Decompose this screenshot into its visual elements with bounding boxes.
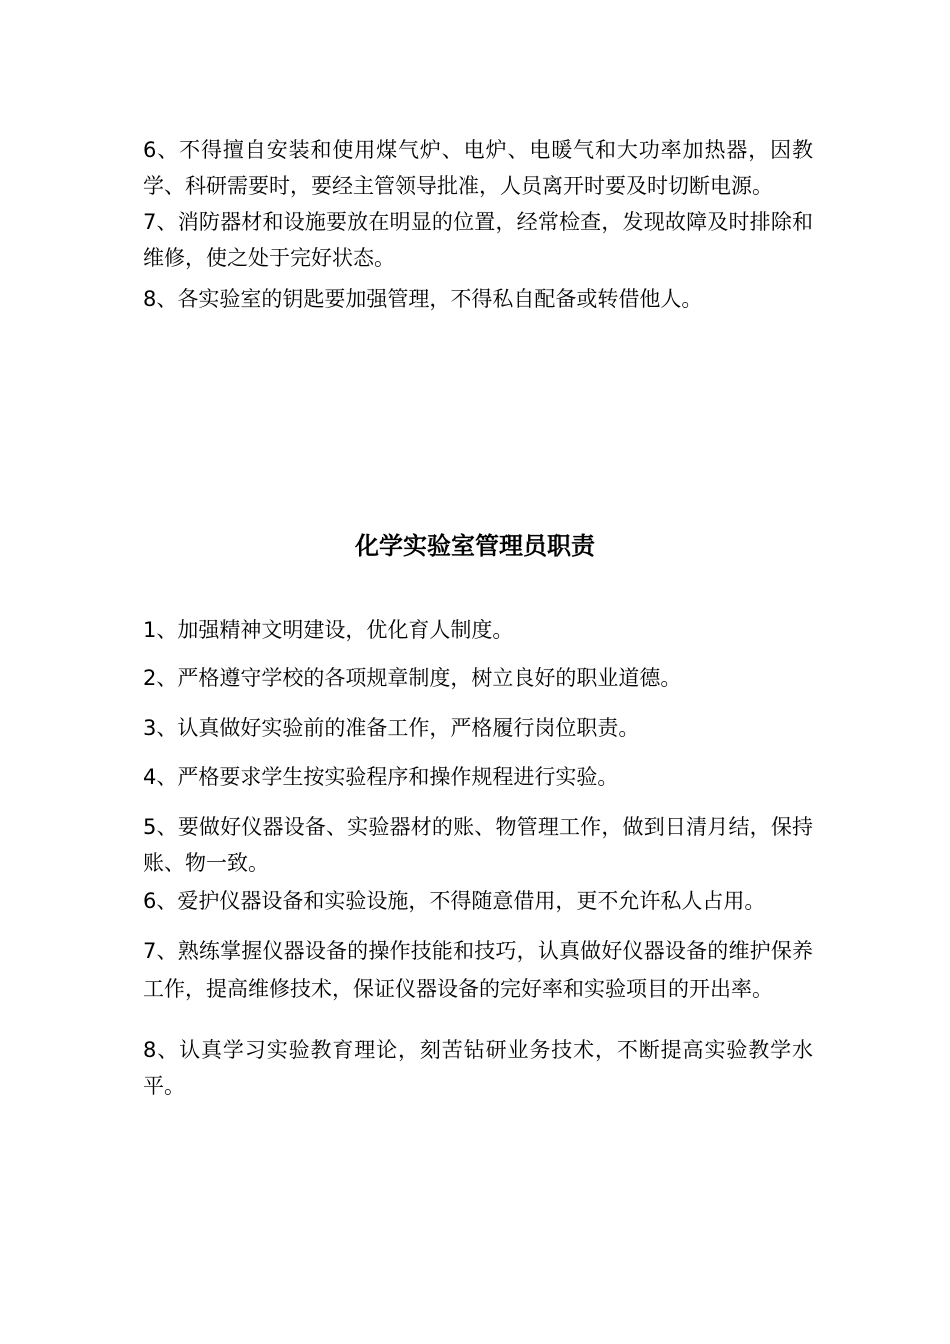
duty-item: 1、加强精神文明建设，优化育人制度。 [143,618,514,642]
rule-item: 7、消防器材和设施要放在明显的位置，经常检查，发现故障及时排除和维修，使之处于完好状态。 [143,210,813,270]
duty-item: 3、认真做好实验前的准备工作，严格履行岗位职责。 [143,716,640,740]
duty-item: 5、要做好仪器设备、实验器材的账、物管理工作，做到日清月结，保持账、物一致。 [143,815,813,875]
duty-item: 6、爱护仪器设备和实验设施，不得随意借用，更不允许私人占用。 [143,889,766,913]
rule-item: 8、各实验室的钥匙要加强管理，不得私自配备或转借他人。 [143,287,703,311]
duty-item: 8、认真学习实验教育理论，刻苦钻研业务技术，不断提高实验教学水平。 [143,1038,813,1098]
duty-item: 2、严格遵守学校的各项规章制度，树立良好的职业道德。 [143,666,682,690]
rule-item: 6、不得擅自安装和使用煤气炉、电炉、电暖气和大功率加热器，因教学、科研需要时，要经主管领导批准，人员离开时要及时切断电源。 [143,138,813,198]
section-title: 化学实验室管理员职责 [355,532,595,560]
duty-item: 7、熟练掌握仪器设备的操作技能和技巧，认真做好仪器设备的维护保养工作，提高维修技术，保证仪器设备的完好率和实验项目的开出率。 [143,939,813,1001]
duty-item: 4、严格要求学生按实验程序和操作规程进行实验。 [143,765,619,789]
